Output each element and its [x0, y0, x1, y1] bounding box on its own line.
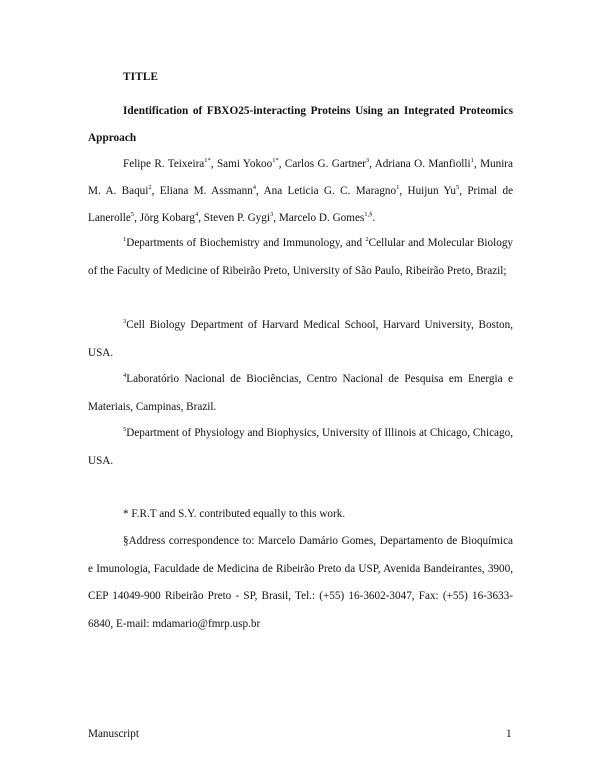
affiliation-5	[88, 420, 513, 475]
author-affiliation-mark: 5	[130, 211, 135, 219]
author: Jörg Kobarg$^4$,	[139, 211, 204, 225]
author: Steven P. Gygi$^3$,	[203, 211, 279, 225]
author: Huijun Yu$^5$,	[407, 184, 468, 198]
author-name: Adriana O. Manfiolli	[374, 158, 471, 170]
author-affiliation-mark: 3	[365, 157, 370, 164]
author: Primal de Lanerolle$^5$,	[88, 185, 514, 225]
correspondence-note: §Address correspondence to: Marcelo Damário Gomes, Departamento de Bioquímica e Imunologia, Faculdade de Medicina de Ribeirão Preto da USP, Avenida Bandeirantes, 3900, CEP 14049-900 Ribeirão Preto - SP, Brasil, Tel.: (+55) 16-3602-3047, Fax: (+55) 16-3633-6840, E-mail: mdamario@fmrp.usp.br	[88, 535, 513, 630]
affiliation-mark: 5	[123, 426, 127, 433]
affiliation-text: Cell Biology Department of Harvard Medical School, Harvard University, Boston, USA.	[88, 319, 513, 359]
affiliation-3	[88, 312, 513, 367]
footer-label: Manuscript	[88, 728, 139, 740]
author: Marcelo D. Gomes$^{1,\S}$.	[278, 211, 376, 225]
author-affiliation-mark: 4	[252, 184, 257, 192]
author-name: Eliana M. Assmann	[159, 185, 253, 198]
author: Munira M. A. Baqui$^2$,	[88, 158, 513, 198]
affiliation-mark: 1	[123, 236, 127, 243]
affiliation-text: Cellular and Molecular Biology of the Faculty of Medicine of Ribeirão Preto, University of São Paulo, Ribeirão Preto, Brazil;	[88, 237, 514, 277]
affiliation-1-2	[88, 230, 513, 285]
affiliation-4	[88, 366, 513, 421]
author-name: Huijun Yu	[407, 185, 456, 198]
affiliation-mark: 4	[123, 372, 127, 379]
author-name: Steven P. Gygi	[203, 212, 270, 225]
author-name: Sami Yokoo	[216, 158, 273, 170]
author-name: Munira M. A. Baqui	[88, 158, 513, 198]
author-affiliation-mark: 5	[455, 184, 460, 192]
author-affiliation-mark: 1	[470, 157, 474, 164]
author-name: Marcelo D. Gomes	[278, 212, 365, 225]
author-affiliation-mark: 1,§	[364, 211, 373, 219]
author: Eliana M. Assmann$^4$,	[159, 184, 264, 198]
author: Adriana O. Manfiolli$^1$,	[374, 157, 481, 170]
affiliation-mark: 3	[123, 318, 127, 325]
affiliation-text: Laboratório Nacional de Biociências, Centro Nacional de Pesquisa em Energia e Materiais, Campinas, Brazil.	[88, 373, 513, 413]
author-name: Jörg Kobarg	[139, 212, 195, 225]
author: Sami Yokoo$^{1*}$,	[216, 157, 285, 170]
author-affiliation-mark: 1	[396, 184, 400, 192]
author-affiliation-mark: 3	[269, 211, 274, 219]
equal-contribution-note: * F.R.T and S.Y. contributed equally to this work.	[123, 508, 346, 520]
section-label: TITLE	[123, 71, 159, 83]
author: Ana Leticia G. C. Maragno$^1$,	[263, 184, 408, 198]
affiliation-text: Department of Physiology and Biophysics, University of Illinois at Chicago, Chicago, USA.	[88, 427, 513, 467]
author-name: Carlos G. Gartner	[284, 158, 366, 170]
author-name: Felipe R. Teixeira	[123, 158, 205, 170]
author-name: Primal de Lanerolle	[88, 185, 514, 225]
author-affiliation-mark: 2	[148, 184, 152, 192]
author-name: Ana Leticia G. C. Maragno	[263, 185, 397, 198]
page-number: 1	[506, 728, 512, 740]
author-affiliation-mark: 1*	[272, 157, 279, 164]
author-affiliation-mark: 4	[194, 211, 199, 219]
author-affiliation-mark: 1*	[204, 157, 211, 164]
affiliation-mark: 2	[365, 236, 369, 243]
author: Carlos G. Gartner$^3$,	[284, 157, 375, 170]
paper-title: Identification of FBXO25-interacting Proteins Using an Integrated Proteomics Approach	[88, 105, 513, 144]
author-list	[88, 151, 513, 233]
author: Felipe R. Teixeira$^{1*}$,	[123, 157, 217, 170]
affiliation-text: Departments of Biochemistry and Immunology, and	[126, 237, 366, 249]
